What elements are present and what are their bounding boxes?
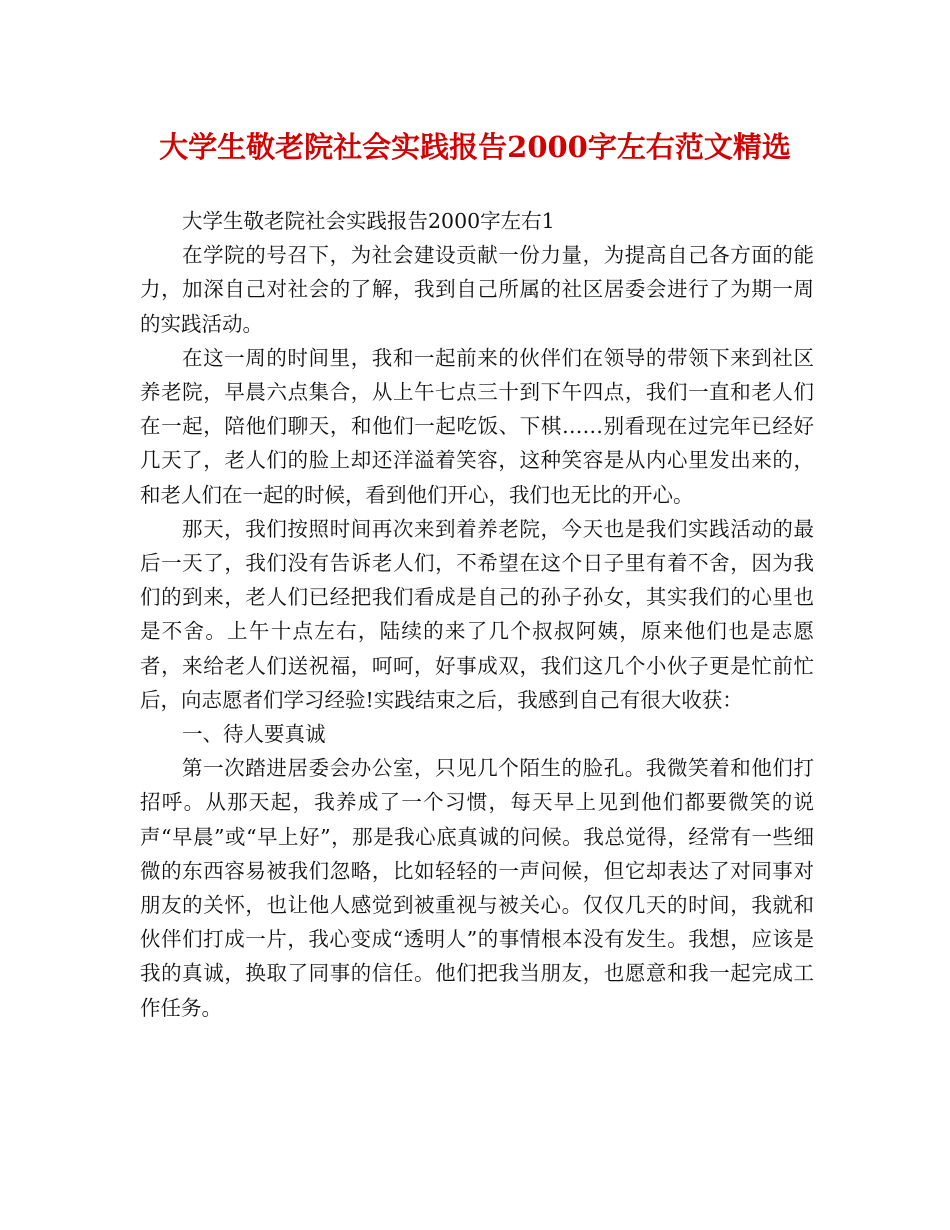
- paragraph: 在学院的号召下，为社会建设贡献一份力量，为提高自己各方面的能力，加深自己对社会的了解，我到自己所属的社区居委会进行了为期一周的实践活动。: [140, 243, 814, 336]
- document-title: 大学生敬老院社会实践报告2000字左右范文精选: [159, 130, 791, 164]
- paragraph: 那天，我们按照时间再次来到着养老院，今天也是我们实践活动的最后一天了，我们没有告诉老人们，不希望在这个日子里有着不舍，因为我们的到来，老人们已经把我们看成是自己的孙子孙女，其实我们的心里也是不舍。上午十点左右，陆续的来了几个叔叔阿姨，原来他们也是志愿者，来给老人们送祝福，呵呵，好事成双，我们这几个小伙子更是忙前忙后，向志愿者们学习经验!实践结束之后，我感到自己有很大收获：: [140, 516, 814, 712]
- paragraph: 第一次踏进居委会办公室，只见几个陌生的脸孔。我微笑着和他们打招呼。从那天起，我养成了一个习惯，每天早上见到他们都要微笑的说声“早晨”或“早上好”，那是我心底真诚的问候。我总觉得，经常有一些细微的东西容易被我们忽略，比如轻轻的一声问候，但它却表达了对同事对朋友的关怀，也让他人感觉到被重视与被关心。仅仅几天的时间，我就和伙伴们打成一片，我心变成“透明人”的事情根本没有发生。我想，应该是我的真诚，换取了同事的信任。他们把我当朋友，也愿意和我一起完成工作任务。: [140, 756, 814, 1020]
- subheading: 一、待人要真诚: [182, 722, 326, 747]
- paragraph: 在这一周的时间里，我和一起前来的伙伴们在领导的带领下来到社区养老院，早晨六点集合，从上午七点三十到下午四点，我们一直和老人们在一起，陪他们聊天，和他们一起吃饭、下棋……别看现在过完年已经好几天了，老人们的脸上却还洋溢着笑容，这种笑容是从内心里发出来的，和老人们在一起的时候，看到他们开心，我们也无比的开心。: [140, 345, 814, 507]
- section-heading: 大学生敬老院社会实践报告2000字左右1: [182, 209, 555, 233]
- document-body: [140, 204, 814, 1025]
